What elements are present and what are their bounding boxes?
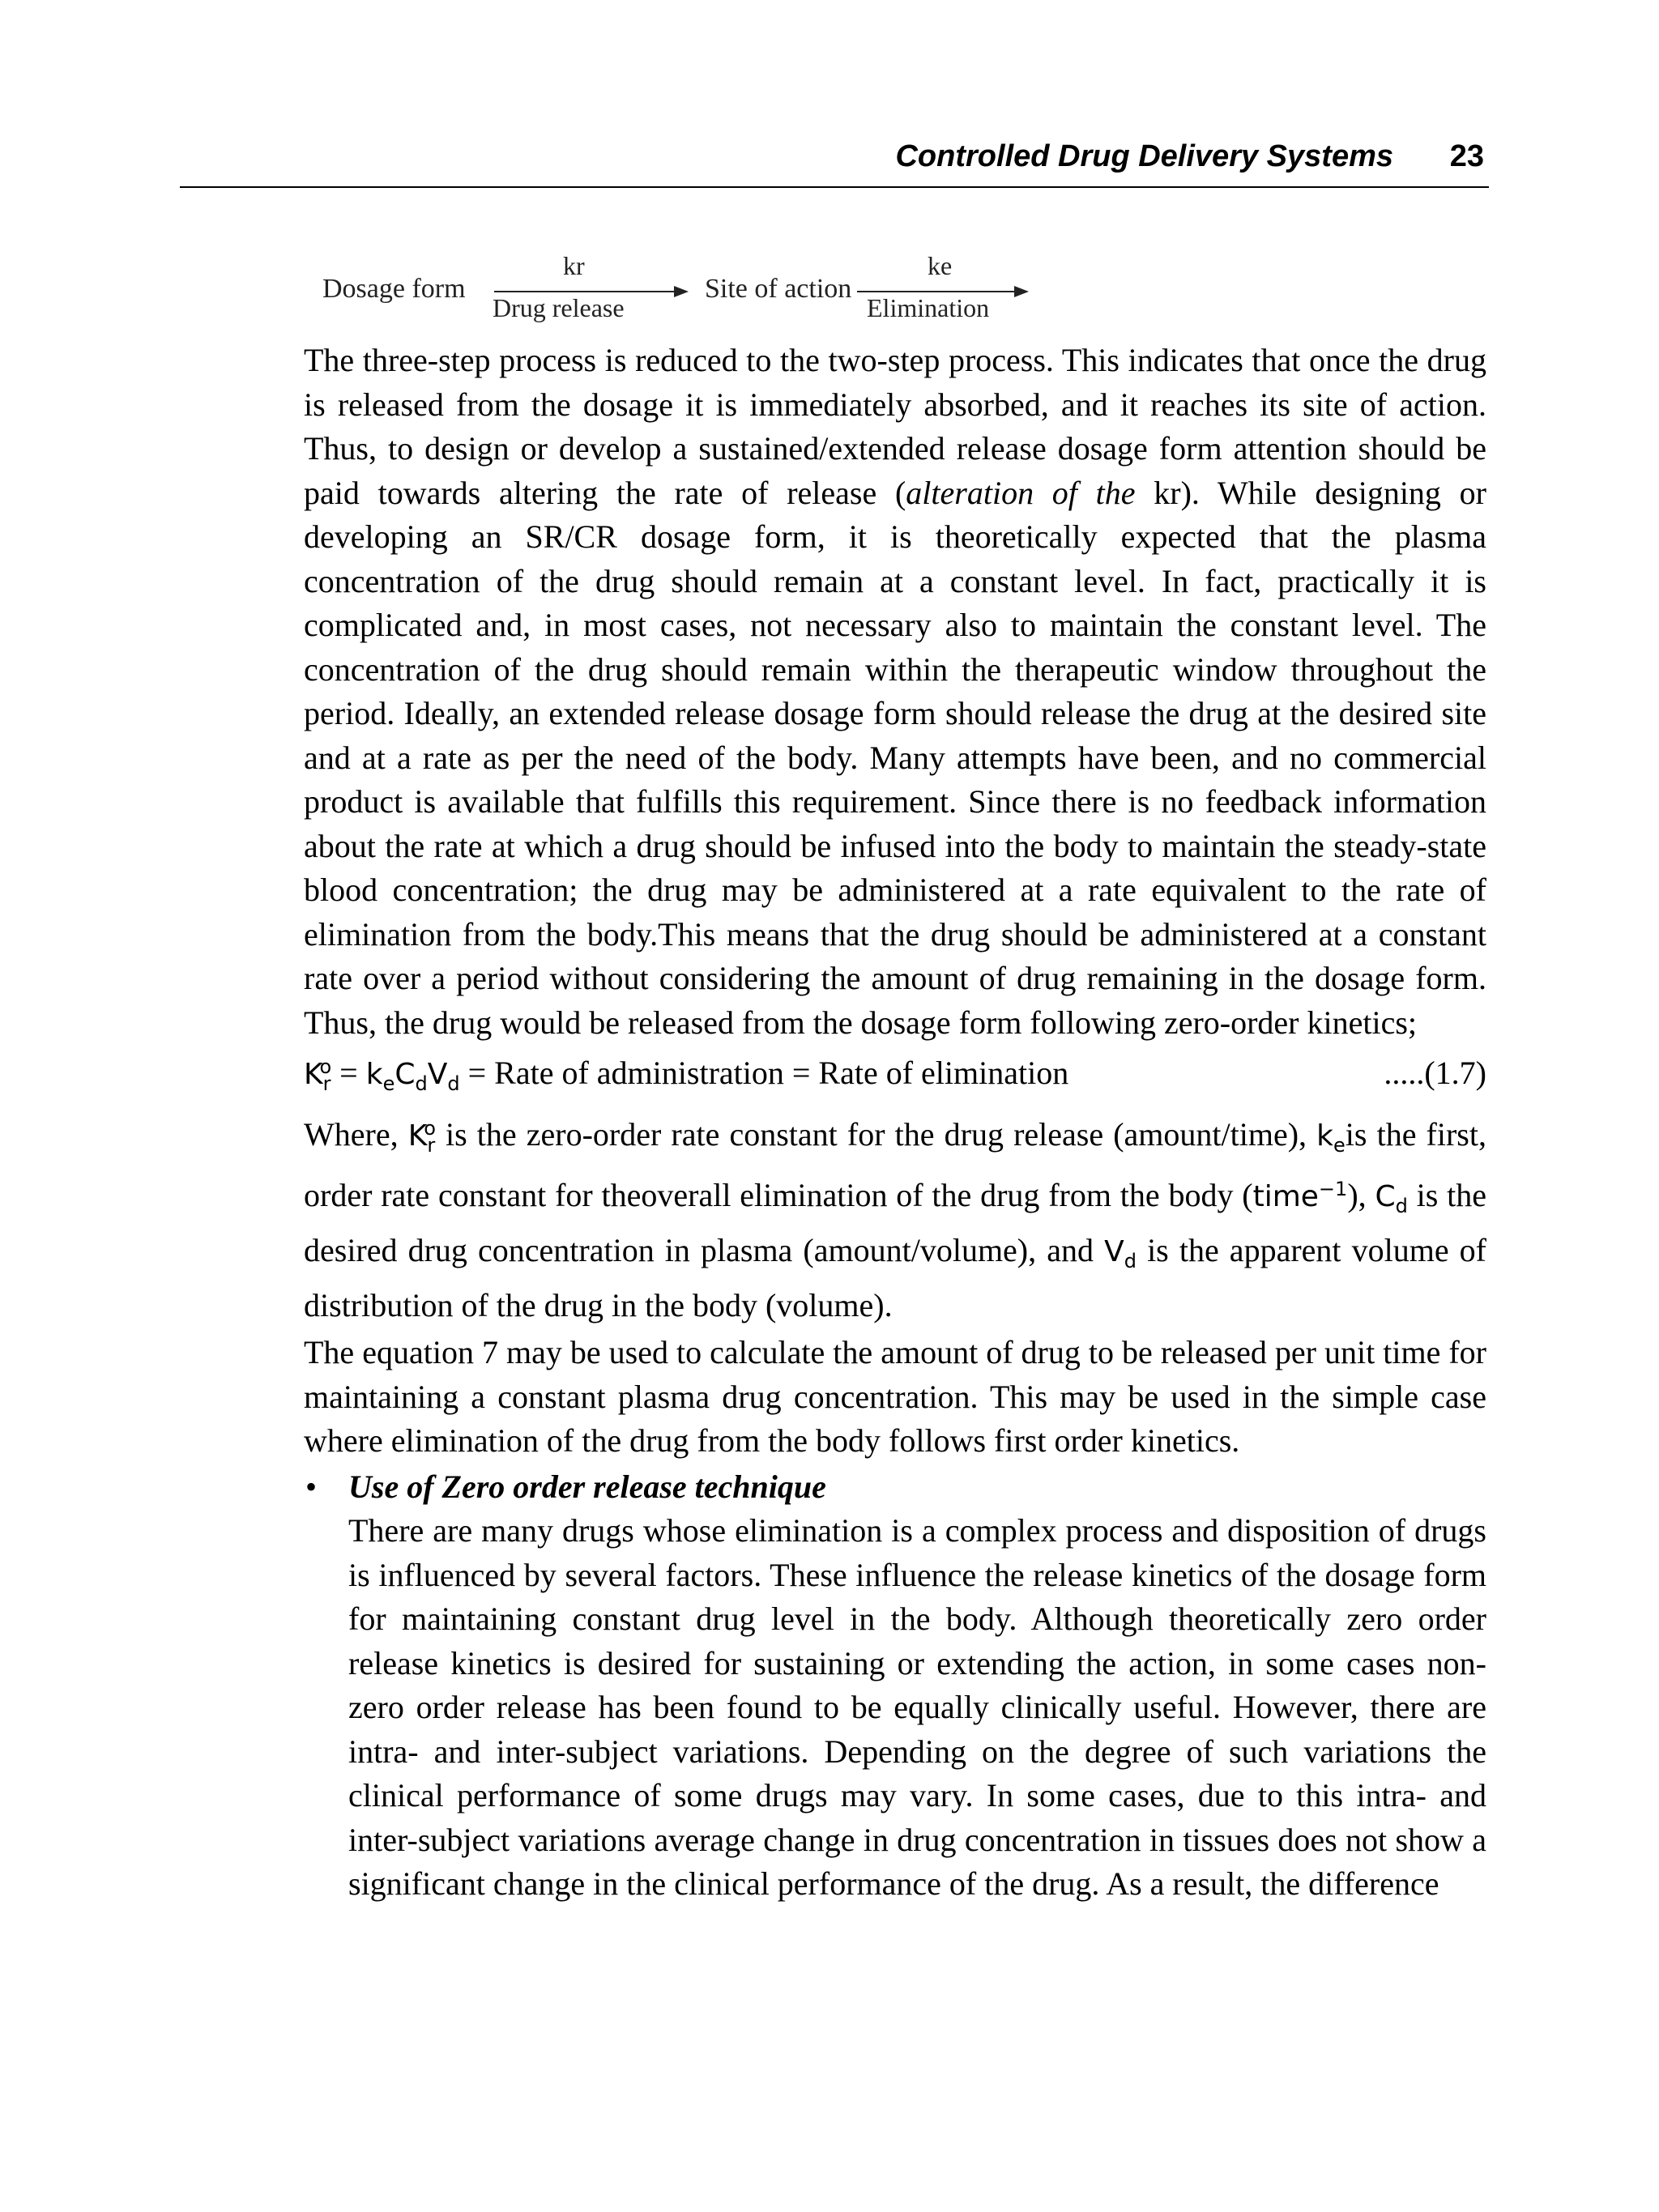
body-text xyxy=(304,339,1486,1907)
scheme-site-of-action: Site of action xyxy=(705,274,852,304)
scheme-kr-label: kr xyxy=(563,251,585,280)
symbol-ke-cd-vd: $k_eC_dV_d$ xyxy=(365,1058,460,1096)
page-header xyxy=(180,136,1489,188)
page-number: 23 xyxy=(1449,139,1484,173)
running-title: Controlled Drug Delivery Systems xyxy=(895,139,1393,173)
scheme-elimination-label: Elimination xyxy=(867,293,990,322)
scheme-drug-release-label: Drug release xyxy=(493,293,625,322)
symbol-kr0: $K_r^o$ xyxy=(304,1055,332,1096)
paragraph-equation-usage: The equation 7 may be used to calculate the amount of drug to be released per unit time for maintaining a constant plasma drug concentration. This may be used in the simple case where elimination of the drug from the body follows first order kinetics. xyxy=(304,1334,1486,1460)
bullet-heading: • Use of Zero order release technique xyxy=(304,1465,1486,1510)
equation-number: .....(1.7) xyxy=(1384,1055,1486,1091)
equation-1-7: $K_r^o = k_eC_dV_d$ = Rate of administration = Rate of elimination .....(1.7) xyxy=(304,1045,1486,1106)
paragraph-where: Where, $K_r^o$ is the zero-order rate constant for the drug release (amount/time), $k_eis$ the first, order rate constant for theoverall elimination of the drug from the body (time$^{-1}$), $C_d$ is the desired drug concentration in plasma (amount/volume), and $V_d$ is the apparent volume of distribution of the drug in the body (volume). xyxy=(304,1115,1487,1323)
scheme-dosage-form: Dosage form xyxy=(322,274,466,304)
paragraph-intro: The three-step process is reduced to the two-step process. This indicates that once the drug is released from the dosage it is immediately absorbed, and it reaches its site of action. Thus, to design or develop a sustained/extended release dosage form attention should be paid towards altering the rate of release (alteration of the kr). While designing or developing an SR/CR dosage form, it is theoretically expected that the plasma concentration of the drug should remain at a constant level. In fact, practically it is complicated and, in most cases, not necessary also to maintain the constant level. The concentration of the drug should remain within the therapeutic window throughout the period. Ideally, an extended release dosage form should release the drug at the desired site and at a rate as per the need of the body. Many attempts have been, and no commercial product is available that fulfills this requirement. Since there is no feedback information about the rate at which a drug should be infused into the body to maintain the steady-state blood concentration; the drug may be administered at a rate equivalent to the rate of elimination from the body.This means that the drug should be administered at a constant rate over a period without considering the amount of drug remaining in the dosage form. Thus, the drug would be released from the dosage form following zero-order kinetics; xyxy=(304,342,1486,1041)
scheme-ke-label: ke xyxy=(928,251,953,280)
kinetic-scheme xyxy=(316,243,1045,332)
paragraph-zero-order: There are many drugs whose elimination is a complex process and disposition of drugs is influenced by several factors. These influence the release kinetics of the dosage form for maintaining constant drug level in the body. Although theoretically zero order release kinetics is desired for sustaining or extending the action, in some cases non-zero order release has been found to be equally clinically useful. However, there are intra- and inter-subject variations. Depending on the degree of such variations the clinical performance of some drugs may vary. In some cases, due to this intra- and inter-subject variations average change in drug concentration in tissues does not show a significant change in the clinical performance of the drug. As a result, the difference xyxy=(348,1512,1486,1903)
bullet-icon: • xyxy=(305,1468,318,1505)
